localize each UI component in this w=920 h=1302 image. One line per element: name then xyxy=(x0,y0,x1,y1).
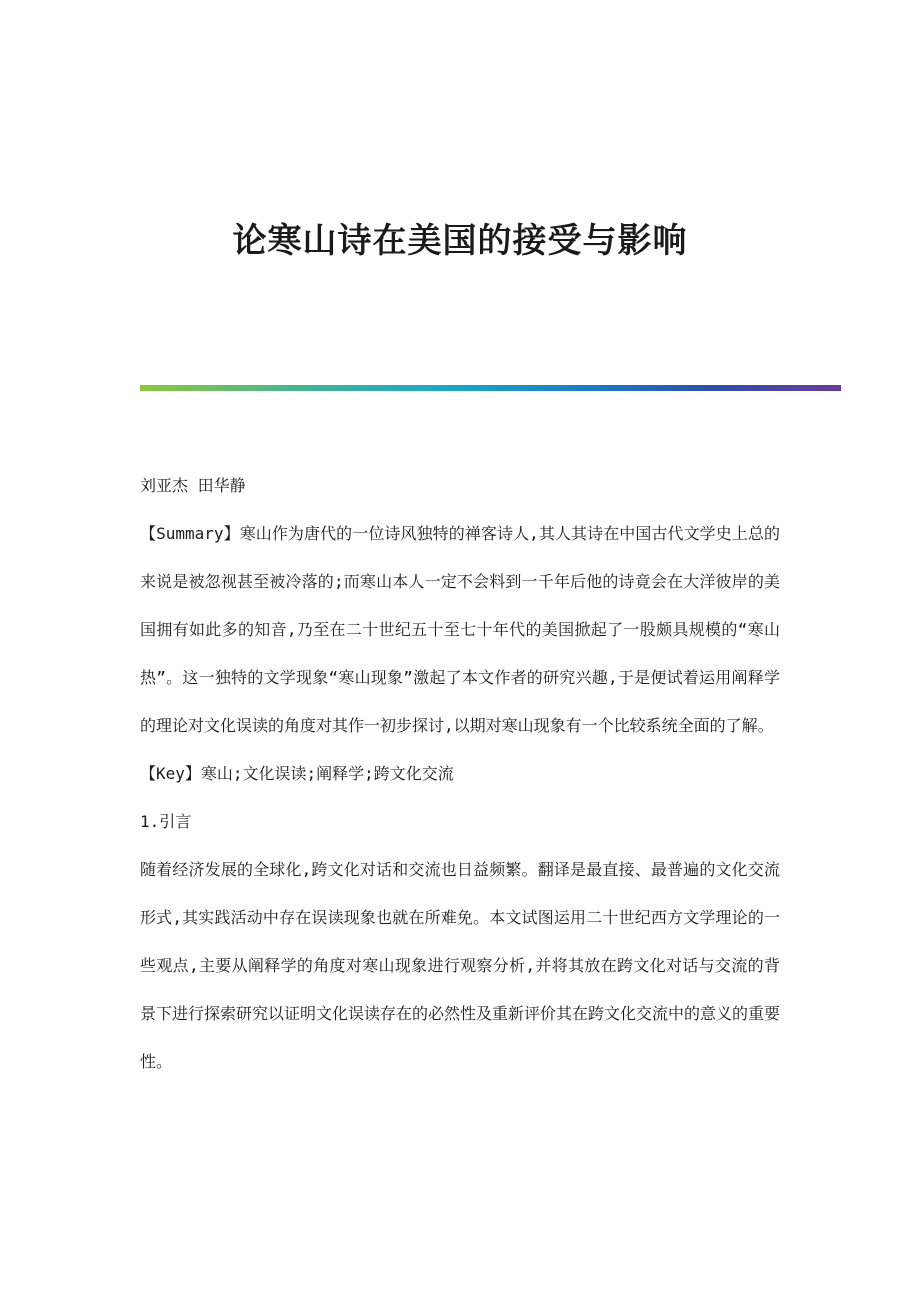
section-heading: 1.引言 xyxy=(140,812,192,831)
title-divider xyxy=(140,385,841,391)
summary-paragraph xyxy=(140,510,780,750)
document-body xyxy=(140,462,780,1086)
body-paragraph: 随着经济发展的全球化,跨文化对话和交流也日益频繁。翻译是最直接、最普遍的文化交流形式,其实践活动中存在误读现象也就在所难免。本文试图运用二十世纪西方文学理论的一些观点,主要从阐释学的角度对寒山现象进行观察分析,并将其放在跨文化对话与交流的背景下进行探索研究以证明文化误读存在的必然性及重新评价其在跨文化交流中的意义的重要性。 xyxy=(140,860,781,1071)
key-label: 【Key】 xyxy=(140,764,201,783)
summary-label: 【Summary】 xyxy=(140,524,240,543)
document-title: 论寒山诗在美国的接受与影响 xyxy=(232,221,688,261)
key-text: 寒山;文化误读;阐释学;跨文化交流 xyxy=(200,764,454,783)
summary-text: 寒山作为唐代的一位诗风独特的禅客诗人,其人其诗在中国古代文学史上总的来说是被忽视甚至被冷落的;而寒山本人一定不会料到一千年后他的诗竟会在大洋彼岸的美国拥有如此多的知音,乃至在二十世纪五十至七十年代的美国掀起了一股颇具规模的“寒山热”。这一独特的文学现象“寒山现象”激起了本文作者的研究兴趣,于是便试着运用阐释学的理论对文化误读的角度对其作一初步探讨,以期对寒山现象有一个比较系统全面的了解。 xyxy=(140,524,780,735)
authors: 刘亚杰 田华静 xyxy=(140,476,246,495)
keywords-paragraph xyxy=(140,750,780,798)
